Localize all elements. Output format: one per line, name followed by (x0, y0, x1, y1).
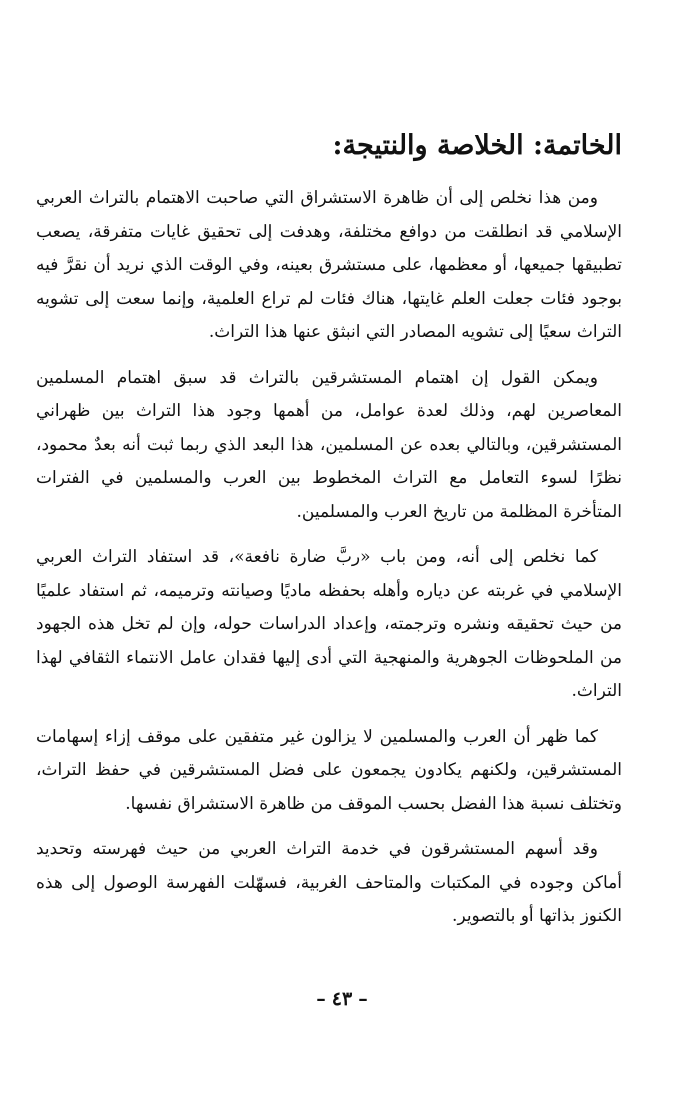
page-number-dash-left: – (316, 988, 326, 1010)
page-heading: الخاتمة: الخلاصة والنتيجة: (332, 130, 622, 161)
paragraph-3: كما نخلص إلى أنه، ومن باب «ربَّ ضارة نافعة»، قد استفاد التراث العربي الإسلامي في غربته عن دياره وأهله بحفظه ماديًا وصيانته وترميمه، ثم استفاد علميًا من حيث تحقيقه ونشره وترجمته، وإعداد الدراسات حوله، وإن لم تخل هذه الجهود من الملحوظات الجوهرية والمنهجية التي أدى إليها فقدان عامل الانتماء الثقافي لهذا التراث. (36, 547, 622, 701)
page-number (0, 986, 684, 1012)
page-number-value: ٤٣ (331, 988, 353, 1010)
paragraph-2: ويمكن القول إن اهتمام المستشرقين بالتراث قد سبق اهتمام المسلمين المعاصرين لهم، وذلك لعدة عوامل، من أهمها وجود هذا التراث بين ظهراني المستشرقين، وبالتالي بعده عن المسلمين، هذا البعد الذي ربما ثبت أنه بعدٌ محمود، نظرًا لسوء التعامل مع التراث المخطوط بين العرب والمسلمين في الفترات المتأخرة المظلمة من تاريخ العرب والمسلمين. (36, 367, 622, 522)
paragraph-1: ومن هذا نخلص إلى أن ظاهرة الاستشراق التي صاحبت الاهتمام بالتراث العربي الإسلامي قد انطلقت من دوافع مختلفة، وهدفت إلى تحقيق غايات متفرقة، يصعب تطبيقها جميعها، أو معظمها، على مستشرق بعينه، وفي الوقت الذي نريد أن نقرَّ فيه بوجود فئات جعلت العلم غايتها، هناك فئات لم تراع العلمية، وإنما سعت إلى تشويه التراث سعيًا إلى تشويه المصادر التي انبثق عنها هذا التراث. (36, 188, 622, 342)
paragraph-4: كما ظهر أن العرب والمسلمين لا يزالون غير متفقين على موقف إزاء إسهامات المستشرقين، ولكنهم يكادون يجمعون على فضل المستشرقين في حفظ التراث، وتختلف نسبة هذا الفضل بحسب الموقف من ظاهرة الاستشراق نفسها. (36, 726, 622, 814)
body-text (36, 182, 622, 934)
paragraph-5: وقد أسهم المستشرقون في خدمة التراث العربي من حيث فهرسته وتحديد أماكن وجوده في المكتبات والمتاحف الغربية، فسهّلت الفهرسة الوصول إلى هذه الكنوز بذاتها أو بالتصوير. (36, 839, 622, 926)
page-number-dash-right: – (358, 988, 368, 1010)
